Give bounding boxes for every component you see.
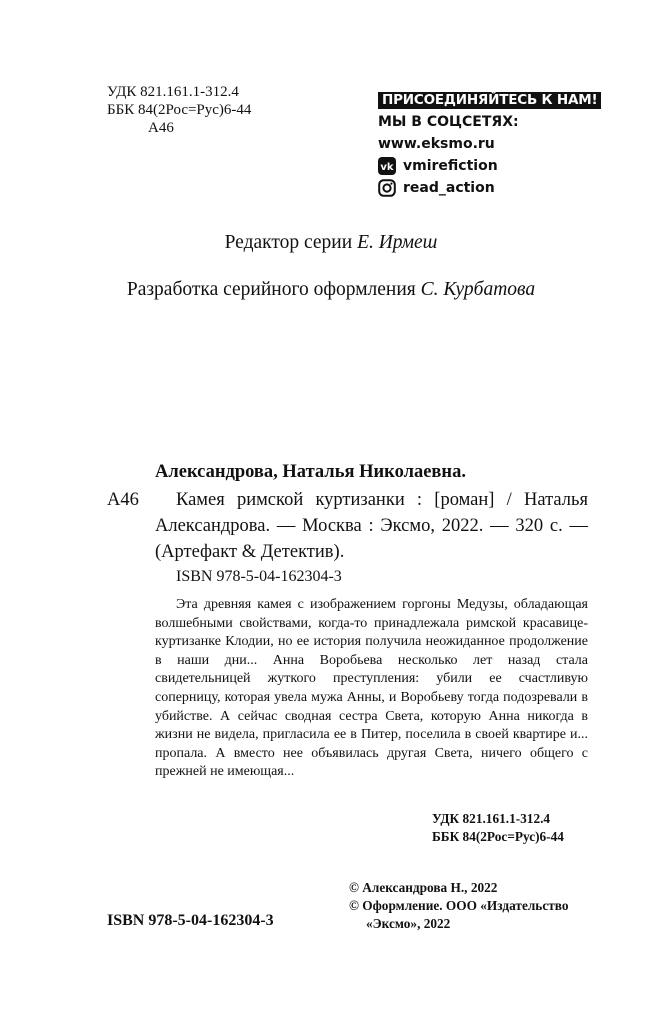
- author-sign: А46: [148, 120, 174, 136]
- website-link[interactable]: www.eksmo.ru: [378, 136, 495, 152]
- series-design-credit: [0, 279, 662, 301]
- copyright-design: © Оформление. ООО «Издательство: [349, 898, 569, 913]
- entry-code: А46: [107, 490, 139, 510]
- bbk-code-bottom: ББК 84(2Рос=Рус)6-44: [432, 829, 564, 844]
- svg-text:vk: vk: [380, 162, 394, 173]
- annotation-text: Эта древняя камея с изображением горгоны Медузы, обладающая волшебными свойствами, когда-то принадлежала римской красавице-куртизанке Клодии, но ее история получила неожиданное продолжение в наши дни... Анна Воробьева несколько лет назад стала свидетельницей жуткого преступления: убили ее счастливую соперницу, которая увела мужа Анны, и Воробьеву тогда подозревали в убийстве. А сейчас сводная сестра Света, которую Анна никогда в жизни не видела, пригласила ее в Питер, поселила в своей квартире и... пропала. А вместо нее объявилась другая Света, ничего общего с прежней не имеющая...: [155, 597, 588, 780]
- isbn-bottom: ISBN 978-5-04-162304-3: [107, 912, 274, 929]
- entry-author: Александрова, Наталья Николаевна.: [155, 462, 466, 482]
- series-editor-name: Е. Ирмеш: [357, 232, 438, 253]
- instagram-handle: read_action: [403, 180, 495, 196]
- instagram-link[interactable]: [378, 177, 601, 199]
- series-design-label: Разработка серийного оформления: [126, 279, 416, 300]
- join-banner: ПРИСОЕДИНЯЙТЕСЬ К НАМ!: [378, 92, 601, 109]
- series-editor-label: Редактор серии: [224, 232, 353, 253]
- copyright-author: © Александрова Н., 2022: [349, 880, 498, 895]
- copyright-block: [349, 879, 569, 933]
- instagram-icon: [378, 179, 396, 197]
- udk-code: УДК 821.161.1-312.4: [107, 84, 239, 100]
- entry-description: Камея римской куртизанки : [роман] / Наталья Александрова. — Москва : Эксмо, 2022. — 320 с. — (Артефакт & Детектив).: [155, 490, 588, 562]
- copyright-publisher: «Эксмо», 2022: [366, 916, 451, 931]
- series-editor-credit: [0, 232, 662, 254]
- catalog-codes-top: [107, 83, 251, 137]
- vk-icon: [378, 157, 396, 175]
- social-block: [378, 89, 601, 199]
- bbk-code: ББК 84(2Рос=Рус)6-44: [107, 102, 252, 118]
- entry-isbn: ISBN 978-5-04-162304-3: [176, 568, 342, 585]
- udk-code-bottom: УДК 821.161.1-312.4: [432, 811, 551, 826]
- vk-handle: vmirefiction: [403, 158, 498, 174]
- vk-link[interactable]: [378, 155, 601, 177]
- social-heading: МЫ В СОЦСЕТЯХ:: [378, 114, 519, 130]
- catalog-codes-bottom: [432, 810, 564, 846]
- book-annotation: [155, 596, 588, 782]
- series-design-name: С. Курбатова: [420, 279, 536, 300]
